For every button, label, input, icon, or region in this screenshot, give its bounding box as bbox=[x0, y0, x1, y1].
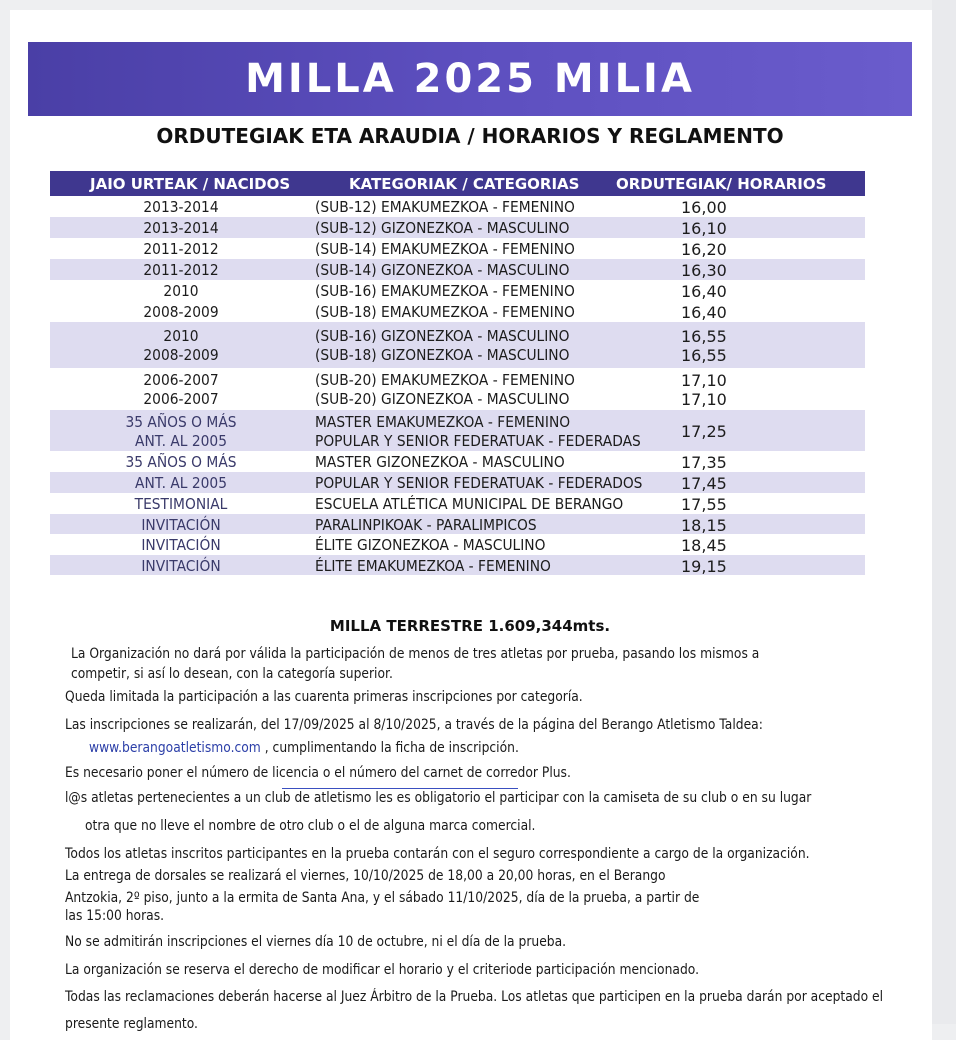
rule-text: La organización se reserva el derecho de modificar el horario y el criteriode participación mencionado. bbox=[65, 962, 700, 978]
time-cell bbox=[681, 536, 727, 555]
category-cell-line: (SUB-14) EMAKUMEZKOA - FEMENINO bbox=[315, 240, 575, 258]
time-cell-line: 17,55 bbox=[681, 495, 727, 514]
birth-years-cell bbox=[50, 198, 312, 217]
time-cell bbox=[681, 495, 727, 514]
table-row bbox=[50, 322, 865, 368]
birth-years-cell bbox=[50, 282, 312, 301]
birth-years-cell bbox=[50, 516, 312, 535]
time-cell bbox=[681, 261, 727, 280]
time-cell bbox=[681, 303, 727, 322]
rule-text: las 15:00 horas. bbox=[65, 908, 165, 924]
birth-years-cell bbox=[50, 495, 312, 514]
table-row bbox=[50, 368, 865, 410]
rule-text: competir, si así lo desean, con la categoría superior. bbox=[71, 666, 393, 682]
birth-years-cell bbox=[50, 240, 312, 259]
time-cell bbox=[681, 557, 727, 576]
category-cell-line: MASTER GIZONEZKOA - MASCULINO bbox=[315, 453, 565, 471]
rule-text: La entrega de dorsales se realizará el viernes, 10/10/2025 de 18,00 a 20,00 horas, en el Berango bbox=[65, 868, 666, 884]
time-cell bbox=[681, 327, 727, 365]
birth-years-cell-line: 35 AÑOS O MÁS bbox=[125, 453, 237, 471]
time-cell-line: 18,45 bbox=[681, 536, 727, 555]
table-row bbox=[50, 472, 865, 493]
time-cell-line: 19,15 bbox=[681, 557, 727, 576]
birth-years-cell bbox=[50, 371, 312, 409]
category-cell bbox=[315, 413, 641, 451]
category-cell bbox=[315, 327, 569, 365]
table-row bbox=[50, 238, 865, 259]
title-banner bbox=[28, 42, 912, 116]
birth-years-cell bbox=[50, 261, 312, 280]
category-cell bbox=[315, 557, 551, 576]
rule-text: presente reglamento. bbox=[65, 1016, 198, 1032]
time-cell-line: 16,00 bbox=[681, 198, 727, 217]
time-cell bbox=[681, 516, 727, 535]
time-cell-line: 16,40 bbox=[681, 303, 727, 322]
table-row bbox=[50, 451, 865, 472]
birth-years-cell-line: TESTIMONIAL bbox=[134, 495, 228, 513]
column-header-categories: KATEGORIAK / CATEGORIAS bbox=[349, 175, 580, 193]
birth-years-cell-line: 2008-2009 bbox=[143, 346, 219, 364]
table-row bbox=[50, 259, 865, 280]
rule-text: Las inscripciones se realizarán, del 17/09/2025 al 8/10/2025, a través de la página del Berango Atletismo Taldea: bbox=[65, 717, 763, 733]
rule-text: Todas las reclamaciones deberán hacerse al Juez Árbitro de la Prueba. Los atletas que participen en la prueba darán por aceptado el bbox=[65, 989, 884, 1005]
birth-years-cell-line: 2011-2012 bbox=[143, 261, 219, 279]
category-cell-line: (SUB-20) EMAKUMEZKOA - FEMENINO bbox=[315, 371, 575, 389]
table-header bbox=[50, 171, 865, 196]
page-subtitle: ORDUTEGIAK ETA ARAUDIA / HORARIOS Y REGLAMENTO bbox=[156, 124, 784, 148]
rule-text: No se admitirán inscripciones el viernes día 10 de octubre, ni el día de la prueba. bbox=[65, 934, 567, 950]
distance-heading: MILLA TERRESTRE 1.609,344mts. bbox=[329, 617, 611, 635]
time-cell-line: 16,20 bbox=[681, 240, 727, 259]
category-cell-line: ÉLITE EMAKUMEZKOA - FEMENINO bbox=[315, 557, 551, 575]
category-cell-line: (SUB-18) GIZONEZKOA - MASCULINO bbox=[315, 346, 570, 364]
birth-years-cell-line: 2006-2007 bbox=[143, 371, 219, 389]
time-cell-line: 16,40 bbox=[681, 282, 727, 301]
time-cell bbox=[681, 474, 727, 493]
time-cell-line: 16,55 bbox=[681, 327, 727, 346]
table-row bbox=[50, 555, 865, 575]
column-header-times: ORDUTEGIAK/ HORARIOS bbox=[616, 175, 827, 193]
table-row bbox=[50, 514, 865, 534]
rule-text: l@s atletas pertenecientes a un club de atletismo les es obligatorio el participar con la camiseta de su club o en su lugar bbox=[65, 790, 812, 806]
scrollbar-track[interactable] bbox=[932, 0, 956, 1024]
category-cell-line: POPULAR Y SENIOR FEDERATUAK - FEDERADOS bbox=[315, 474, 643, 492]
rule-text: Queda limitada la participación a las cuarenta primeras inscripciones por categoría. bbox=[65, 689, 583, 705]
time-cell-line: 18,15 bbox=[681, 516, 727, 535]
birth-years-cell-line: INVITACIÓN bbox=[141, 557, 221, 575]
time-cell bbox=[681, 219, 727, 238]
category-cell-line: (SUB-16) GIZONEZKOA - MASCULINO bbox=[315, 327, 570, 345]
category-cell bbox=[315, 536, 545, 555]
category-cell bbox=[315, 261, 569, 280]
schedule-table bbox=[50, 196, 865, 575]
text-underline bbox=[282, 788, 518, 789]
birth-years-cell bbox=[50, 557, 312, 576]
table-row bbox=[50, 534, 865, 555]
category-cell-line: MASTER EMAKUMEZKOA - FEMENINO bbox=[315, 413, 571, 431]
rule-text: Todos los atletas inscritos participantes en la prueba contarán con el seguro correspondiente a cargo de la organización. bbox=[65, 846, 810, 862]
time-cell bbox=[681, 422, 727, 441]
birth-years-cell bbox=[50, 303, 312, 322]
table-row bbox=[50, 280, 865, 301]
birth-years-cell bbox=[50, 536, 312, 555]
time-cell-line: 16,30 bbox=[681, 261, 727, 280]
website-link[interactable]: www.berangoatletismo.com bbox=[89, 740, 261, 756]
category-cell bbox=[315, 371, 575, 409]
category-cell bbox=[315, 240, 575, 259]
table-row bbox=[50, 217, 865, 238]
category-cell-line: PARALINPIKOAK - PARALIMPICOS bbox=[315, 516, 537, 534]
time-cell bbox=[681, 453, 727, 472]
category-cell-line: (SUB-14) GIZONEZKOA - MASCULINO bbox=[315, 261, 570, 279]
birth-years-cell-line: INVITACIÓN bbox=[141, 536, 221, 554]
birth-years-cell-line: 2013-2014 bbox=[143, 198, 219, 216]
category-cell bbox=[315, 303, 575, 322]
category-cell-line: (SUB-16) EMAKUMEZKOA - FEMENINO bbox=[315, 282, 575, 300]
birth-years-cell-line: 35 AÑOS O MÁS bbox=[125, 413, 237, 431]
table-row bbox=[50, 196, 865, 217]
category-cell bbox=[315, 453, 565, 472]
time-cell bbox=[681, 282, 727, 301]
column-header-years: JAIO URTEAK / NACIDOS bbox=[90, 175, 291, 193]
birth-years-cell-line: 2006-2007 bbox=[143, 390, 219, 408]
time-cell-line: 17,10 bbox=[681, 371, 727, 390]
birth-years-cell-line: 2010 bbox=[163, 327, 199, 345]
rule-text: Antzokia, 2º piso, junto a la ermita de Santa Ana, y el sábado 11/10/2025, día de la prueba, a partir de bbox=[65, 890, 700, 906]
category-cell-line: ÉLITE GIZONEZKOA - MASCULINO bbox=[315, 536, 546, 554]
birth-years-cell-line: 2008-2009 bbox=[143, 303, 219, 321]
category-cell bbox=[315, 516, 537, 535]
birth-years-cell-line: ANT. AL 2005 bbox=[135, 474, 227, 492]
rule-text bbox=[89, 740, 519, 756]
category-cell-line: (SUB-20) GIZONEZKOA - MASCULINO bbox=[315, 390, 570, 408]
category-cell-line: (SUB-12) EMAKUMEZKOA - FEMENINO bbox=[315, 198, 575, 216]
category-cell bbox=[315, 474, 642, 493]
table-row bbox=[50, 410, 865, 451]
time-cell-line: 17,25 bbox=[681, 422, 727, 441]
time-cell-line: 17,45 bbox=[681, 474, 727, 493]
rule-text: La Organización no dará por válida la participación de menos de tres atletas por prueba, pasando los mismos a bbox=[71, 646, 760, 662]
time-cell bbox=[681, 198, 727, 217]
birth-years-cell bbox=[50, 413, 312, 451]
birth-years-cell-line: 2010 bbox=[163, 282, 199, 300]
time-cell-line: 16,10 bbox=[681, 219, 727, 238]
category-cell-line: POPULAR Y SENIOR FEDERATUAK - FEDERADAS bbox=[315, 432, 641, 450]
time-cell bbox=[681, 240, 727, 259]
table-row bbox=[50, 493, 865, 514]
category-cell bbox=[315, 282, 575, 301]
time-cell bbox=[681, 371, 727, 409]
category-cell-line: ESCUELA ATLÉTICA MUNICIPAL DE BERANGO bbox=[315, 495, 624, 513]
table-row bbox=[50, 301, 865, 322]
category-cell-line: (SUB-12) GIZONEZKOA - MASCULINO bbox=[315, 219, 570, 237]
category-cell-line: (SUB-18) EMAKUMEZKOA - FEMENINO bbox=[315, 303, 575, 321]
rule-text: Es necesario poner el número de licencia o el número del carnet de corredor Plus. bbox=[65, 765, 571, 781]
page-title: MILLA 2025 MILIA bbox=[245, 56, 695, 102]
rule-text: otra que no lleve el nombre de otro club o el de alguna marca comercial. bbox=[85, 818, 536, 834]
time-cell-line: 17,35 bbox=[681, 453, 727, 472]
category-cell bbox=[315, 219, 569, 238]
birth-years-cell-line: INVITACIÓN bbox=[141, 516, 221, 534]
time-cell-line: 17,10 bbox=[681, 390, 727, 409]
time-cell-line: 16,55 bbox=[681, 346, 727, 365]
birth-years-cell bbox=[50, 474, 312, 493]
rule-text-cont: , cumplimentando la ficha de inscripción. bbox=[260, 740, 519, 756]
birth-years-cell-line: 2011-2012 bbox=[143, 240, 219, 258]
category-cell bbox=[315, 495, 623, 514]
birth-years-cell bbox=[50, 219, 312, 238]
category-cell bbox=[315, 198, 575, 217]
birth-years-cell-line: 2013-2014 bbox=[143, 219, 219, 237]
birth-years-cell bbox=[50, 327, 312, 365]
birth-years-cell-line: ANT. AL 2005 bbox=[135, 432, 227, 450]
birth-years-cell bbox=[50, 453, 312, 472]
